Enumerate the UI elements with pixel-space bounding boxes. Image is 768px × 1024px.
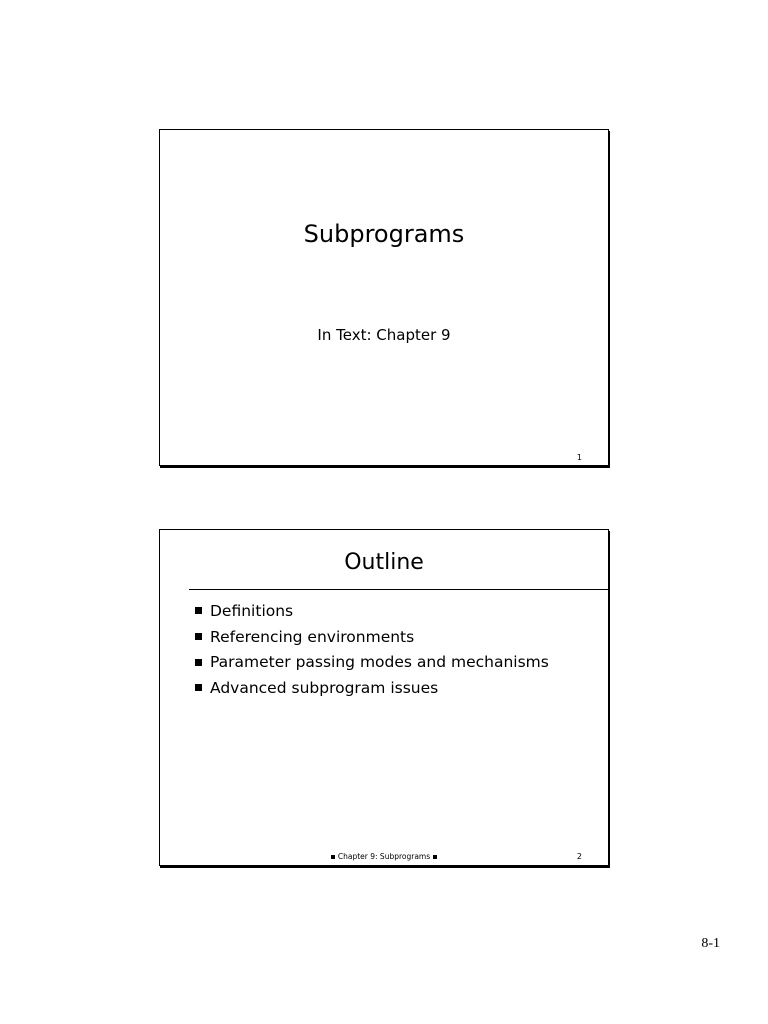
square-bullet-icon xyxy=(195,659,202,666)
slide-footer xyxy=(160,852,608,861)
slide-number: 1 xyxy=(576,453,582,462)
bullet-item xyxy=(195,624,549,650)
slide-title: Outline xyxy=(344,550,424,575)
slide-subtitle: In Text: Chapter 9 xyxy=(317,326,451,344)
square-bullet-icon xyxy=(433,855,437,859)
bullet-item xyxy=(195,598,549,624)
square-bullet-icon xyxy=(195,684,202,691)
bullet-item xyxy=(195,649,549,675)
slide-number: 2 xyxy=(576,852,582,861)
bullet-list xyxy=(195,598,549,701)
title-divider xyxy=(189,589,608,590)
bullet-item xyxy=(195,675,549,701)
slide-2 xyxy=(159,529,609,866)
footer-text: Chapter 9: Subprograms xyxy=(337,852,431,861)
page-number: 8-1 xyxy=(701,936,720,951)
square-bullet-icon xyxy=(331,855,335,859)
bullet-text: Definitions xyxy=(210,601,294,620)
bullet-text: Parameter passing modes and mechanisms xyxy=(210,653,549,672)
square-bullet-icon xyxy=(195,633,202,640)
bullet-text: Advanced subprogram issues xyxy=(210,678,439,697)
slide-title: Subprograms xyxy=(303,220,465,248)
bullet-text: Referencing environments xyxy=(210,627,415,646)
slide-1 xyxy=(159,129,609,466)
square-bullet-icon xyxy=(195,607,202,614)
